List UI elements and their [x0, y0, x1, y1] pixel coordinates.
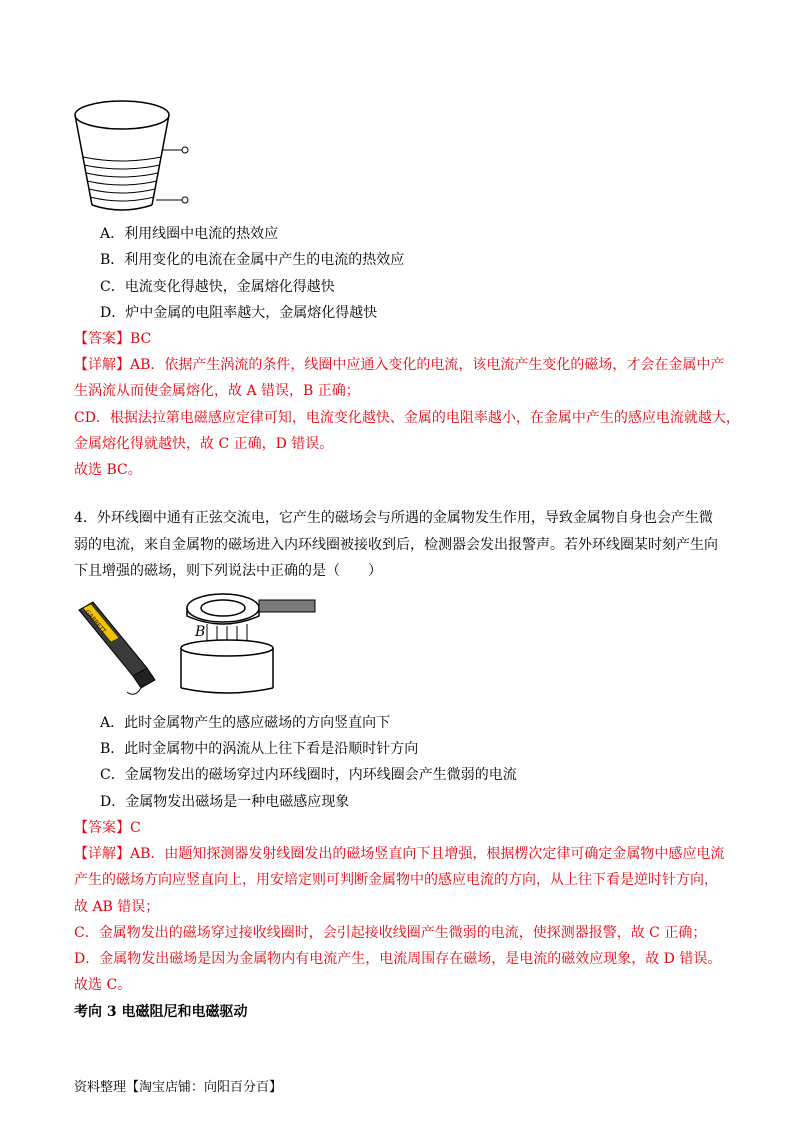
q4-explain-4: C．金属物发出的磁场穿过接收线圈时，会引起接收线圈产生微弱的电流，使探测器报警，故 C 正确； [74, 925, 707, 941]
metal-detector-figure [75, 588, 325, 700]
q4-explain-1: 【详解】AB．由题知探测器发射线圈发出的磁场竖直向下且增强，根据楞次定律可确定金属物中感应电流 [74, 846, 725, 862]
q3-explain-2: 生涡流从而使金属熔化，故 A 错误，B 正确； [74, 383, 360, 399]
q3-explain-4: 金属熔化得就越快，故 C 正确，D 错误。 [74, 436, 334, 452]
q4-option-d: D．金属物发出磁场是一种电磁感应现象 [100, 794, 350, 810]
induction-furnace-figure [70, 95, 200, 220]
q4-explain-6: 故选 C。 [74, 977, 132, 993]
q3-explain-3: CD．根据法拉第电磁感应定律可知，电流变化越快、金属的电阻率越小，在金属中产生的感应电流就越大， [74, 410, 740, 426]
handheld-detector-icon [79, 602, 155, 694]
q4-explain-2: 产生的磁场方向应竖直向上，用安培定则可判断金属物中的感应电流的方向，从上往下看是逆时针方向， [74, 872, 718, 888]
q4-stem-1: 4．外环线圈中通有正弦交流电，它产生的磁场会与所遇的金属物发生作用，导致金属物自身也会产生微 [74, 510, 713, 526]
q3-option-a: A．利用线圈中电流的热效应 [100, 226, 279, 242]
q4-stem-2: 弱的电流，来自金属物的磁场进入内环线圈被接收到后，检测器会发出报警声。若外环线圈某时刻产生向 [74, 537, 718, 553]
section-title: 考向 3 电磁阻尼和电磁驱动 [74, 1004, 248, 1020]
q4-option-c: C．金属物发出的磁场穿过内环线圈时，内环线圈会产生微弱的电流 [100, 767, 517, 783]
q4-stem-3: 下且增强的磁场，则下列说法中正确的是（ ） [74, 563, 382, 579]
q4-option-b: B．此时金属物中的涡流从上往下看是沿顺时针方向 [100, 741, 419, 757]
q4-option-a: A．此时金属物产生的感应磁场的方向竖直向下 [100, 715, 391, 731]
q3-option-b: B．利用变化的电流在金属中产生的电流的热效应 [100, 252, 405, 268]
q3-explain-5: 故选 BC。 [74, 462, 142, 478]
q4-answer: 【答案】C [74, 820, 141, 836]
svg-text:GARRETT: GARRETT [83, 608, 107, 635]
q3-explain-1: 【详解】AB．依据产生涡流的条件，线圈中应通入变化的电流，该电流产生变化的磁场，才会在金属中产 [74, 357, 725, 373]
q3-answer: 【答案】BC [74, 331, 152, 347]
q3-option-c: C．电流变化得越快，金属熔化得越快 [100, 279, 335, 295]
q4-explain-3: 故 AB 错误； [74, 899, 160, 915]
q4-explain-5: D．金属物发出磁场是因为金属物内有电流产生，电流周围存在磁场，是电流的磁效应现象，故 D 错误。 [74, 951, 722, 967]
q3-option-d: D．炉中金属的电阻率越大，金属熔化得越快 [100, 305, 378, 321]
field-label-b: B [195, 624, 206, 640]
page-footer: 资料整理【淘宝店铺：向阳百分百】 [74, 1080, 283, 1095]
